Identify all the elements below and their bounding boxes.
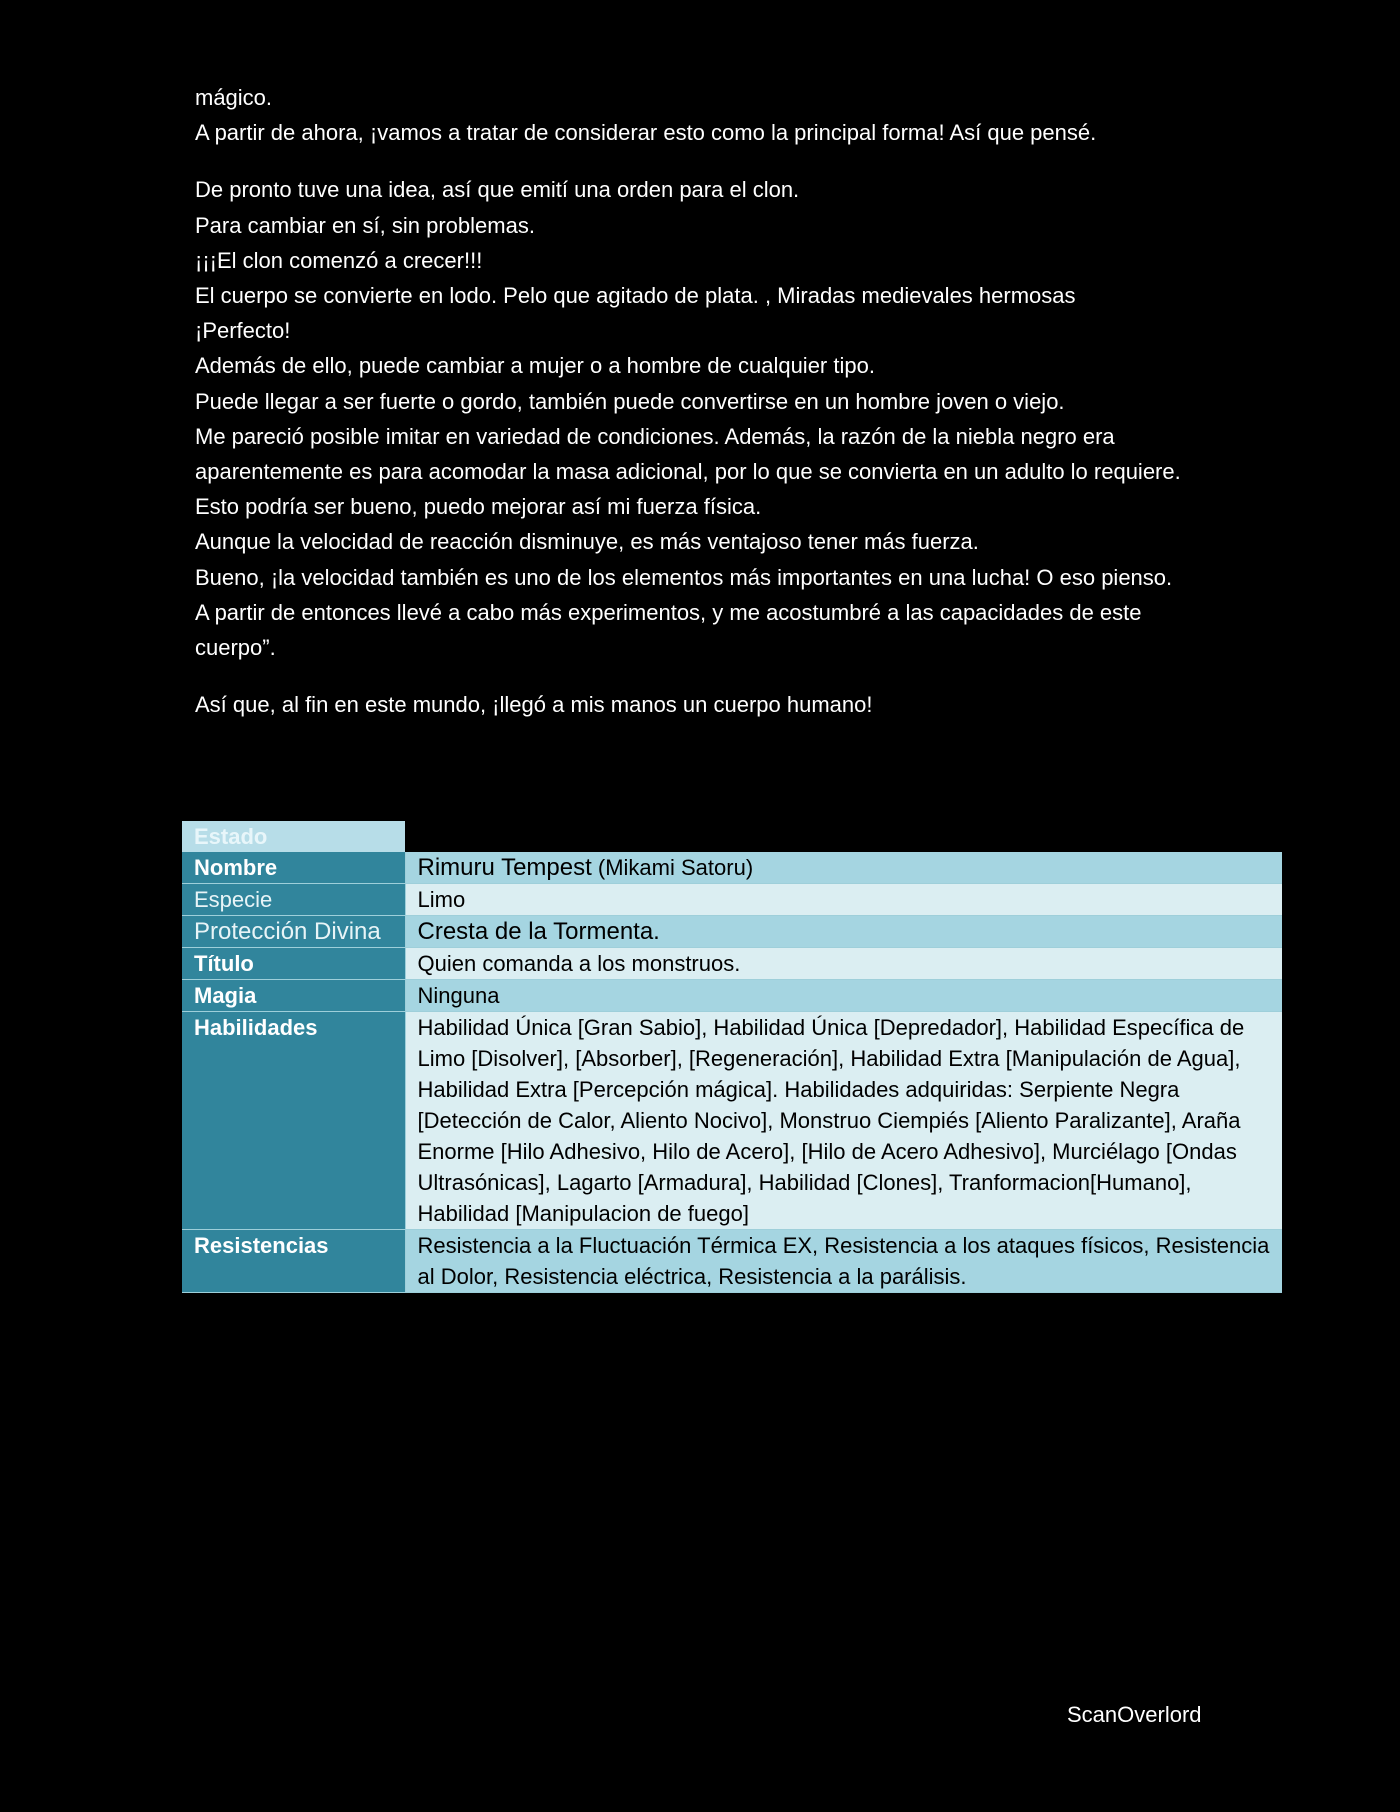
name-value: Rimuru Tempest	[417, 854, 592, 881]
status-label-skills: Habilidades	[182, 1012, 405, 1230]
status-label-resistances: Resistencias	[182, 1230, 405, 1293]
paragraph: Además de ello, puede cambiar a mujer o a hombre de cualquier tipo.	[195, 353, 875, 379]
paragraph: ¡Perfecto!	[195, 318, 291, 344]
status-header-spacer	[405, 821, 1282, 852]
status-panel	[182, 821, 1282, 1293]
table-row	[182, 852, 1282, 884]
status-value-skills: Habilidad Única [Gran Sabio], Habilidad Única [Depredador], Habilidad Específica de Limo [Disolver], [Absorber], [Regeneración], Habilidad Extra [Manipulación de Agua], Habilidad Extra [Percepción mágica]. Habilidades adquiridas: Serpiente Negra [Detección de Calor, Aliento Nocivo], Monstruo Ciempiés [Aliento Paralizante], Araña Enorme [Hilo Adhesivo, Hilo de Acero], [Hilo de Acero Adhesivo], Murciélago [Ondas Ultrasónicas], Lagarto [Armadura], Habilidad [Clones], Tranformacion[Humano], Habilidad [Manipulacion de fuego]	[405, 1012, 1282, 1230]
paragraph: Puede llegar a ser fuerte o gordo, también puede convertirse en un hombre joven o viejo.	[195, 388, 1065, 414]
status-label-title: Título	[182, 948, 405, 980]
status-header: Estado	[182, 821, 405, 852]
paragraph: Para cambiar en sí, sin problemas.	[195, 212, 535, 238]
status-label-name: Nombre	[182, 852, 405, 884]
status-value-magic: Ninguna	[405, 980, 1282, 1012]
name-extra: (Mikami Satoru)	[591, 855, 754, 880]
table-row	[182, 1012, 1282, 1230]
status-value-species: Limo	[405, 884, 1282, 916]
status-header-row	[182, 821, 1282, 852]
paragraph: Esto podría ser bueno, puedo mejorar así mi fuerza física.	[195, 494, 762, 520]
status-value-title: Quien comanda a los monstruos.	[405, 948, 1282, 980]
paragraph: Aunque la velocidad de reacción disminuye, es más ventajoso tener más fuerza.	[195, 529, 979, 555]
paragraph: A partir de entonces llevé a cabo más experimentos, y me acostumbré a las capacidades de este cuerpo”.	[195, 599, 1142, 661]
status-label-species: Especie	[182, 884, 405, 916]
status-label-divine-protection: Protección Divina	[182, 916, 405, 948]
table-row	[182, 1230, 1282, 1293]
table-row	[182, 948, 1282, 980]
status-table	[182, 821, 1282, 1293]
paragraph: Así que, al fin en este mundo, ¡llegó a mis manos un cuerpo humano!	[195, 692, 873, 718]
status-label-magic: Magia	[182, 980, 405, 1012]
table-row	[182, 980, 1282, 1012]
paragraph: A partir de ahora, ¡vamos a tratar de considerar esto como la principal forma! Así que pensé.	[195, 120, 1097, 146]
status-value-divine-protection: Cresta de la Tormenta.	[405, 916, 1282, 948]
status-value-name	[405, 852, 1282, 884]
paragraph: De pronto tuve una idea, así que emití una orden para el clon.	[195, 177, 800, 203]
footer-credit: ScanOverlord	[1067, 1702, 1202, 1727]
paragraph: El cuerpo se convierte en lodo. Pelo que agitado de plata. , Miradas medievales hermosas	[195, 283, 1076, 309]
paragraph: ¡¡¡El clon comenzó a crecer!!!	[195, 247, 483, 273]
paragraph: Me pareció posible imitar en variedad de condiciones. Además, la razón de la niebla negro era aparentemente es para acomodar la masa adicional, por lo que se convierta en un adulto lo requiere.	[195, 423, 1181, 485]
paragraph: Bueno, ¡la velocidad también es uno de los elementos más importantes en una lucha! O eso pienso.	[195, 564, 1173, 590]
body-text	[195, 80, 1205, 722]
status-value-resistances: Resistencia a la Fluctuación Térmica EX, Resistencia a los ataques físicos, Resistencia al Dolor, Resistencia eléctrica, Resistencia a la parálisis.	[405, 1230, 1282, 1293]
table-row	[182, 884, 1282, 916]
table-row	[182, 916, 1282, 948]
paragraph: mágico.	[195, 85, 273, 110]
